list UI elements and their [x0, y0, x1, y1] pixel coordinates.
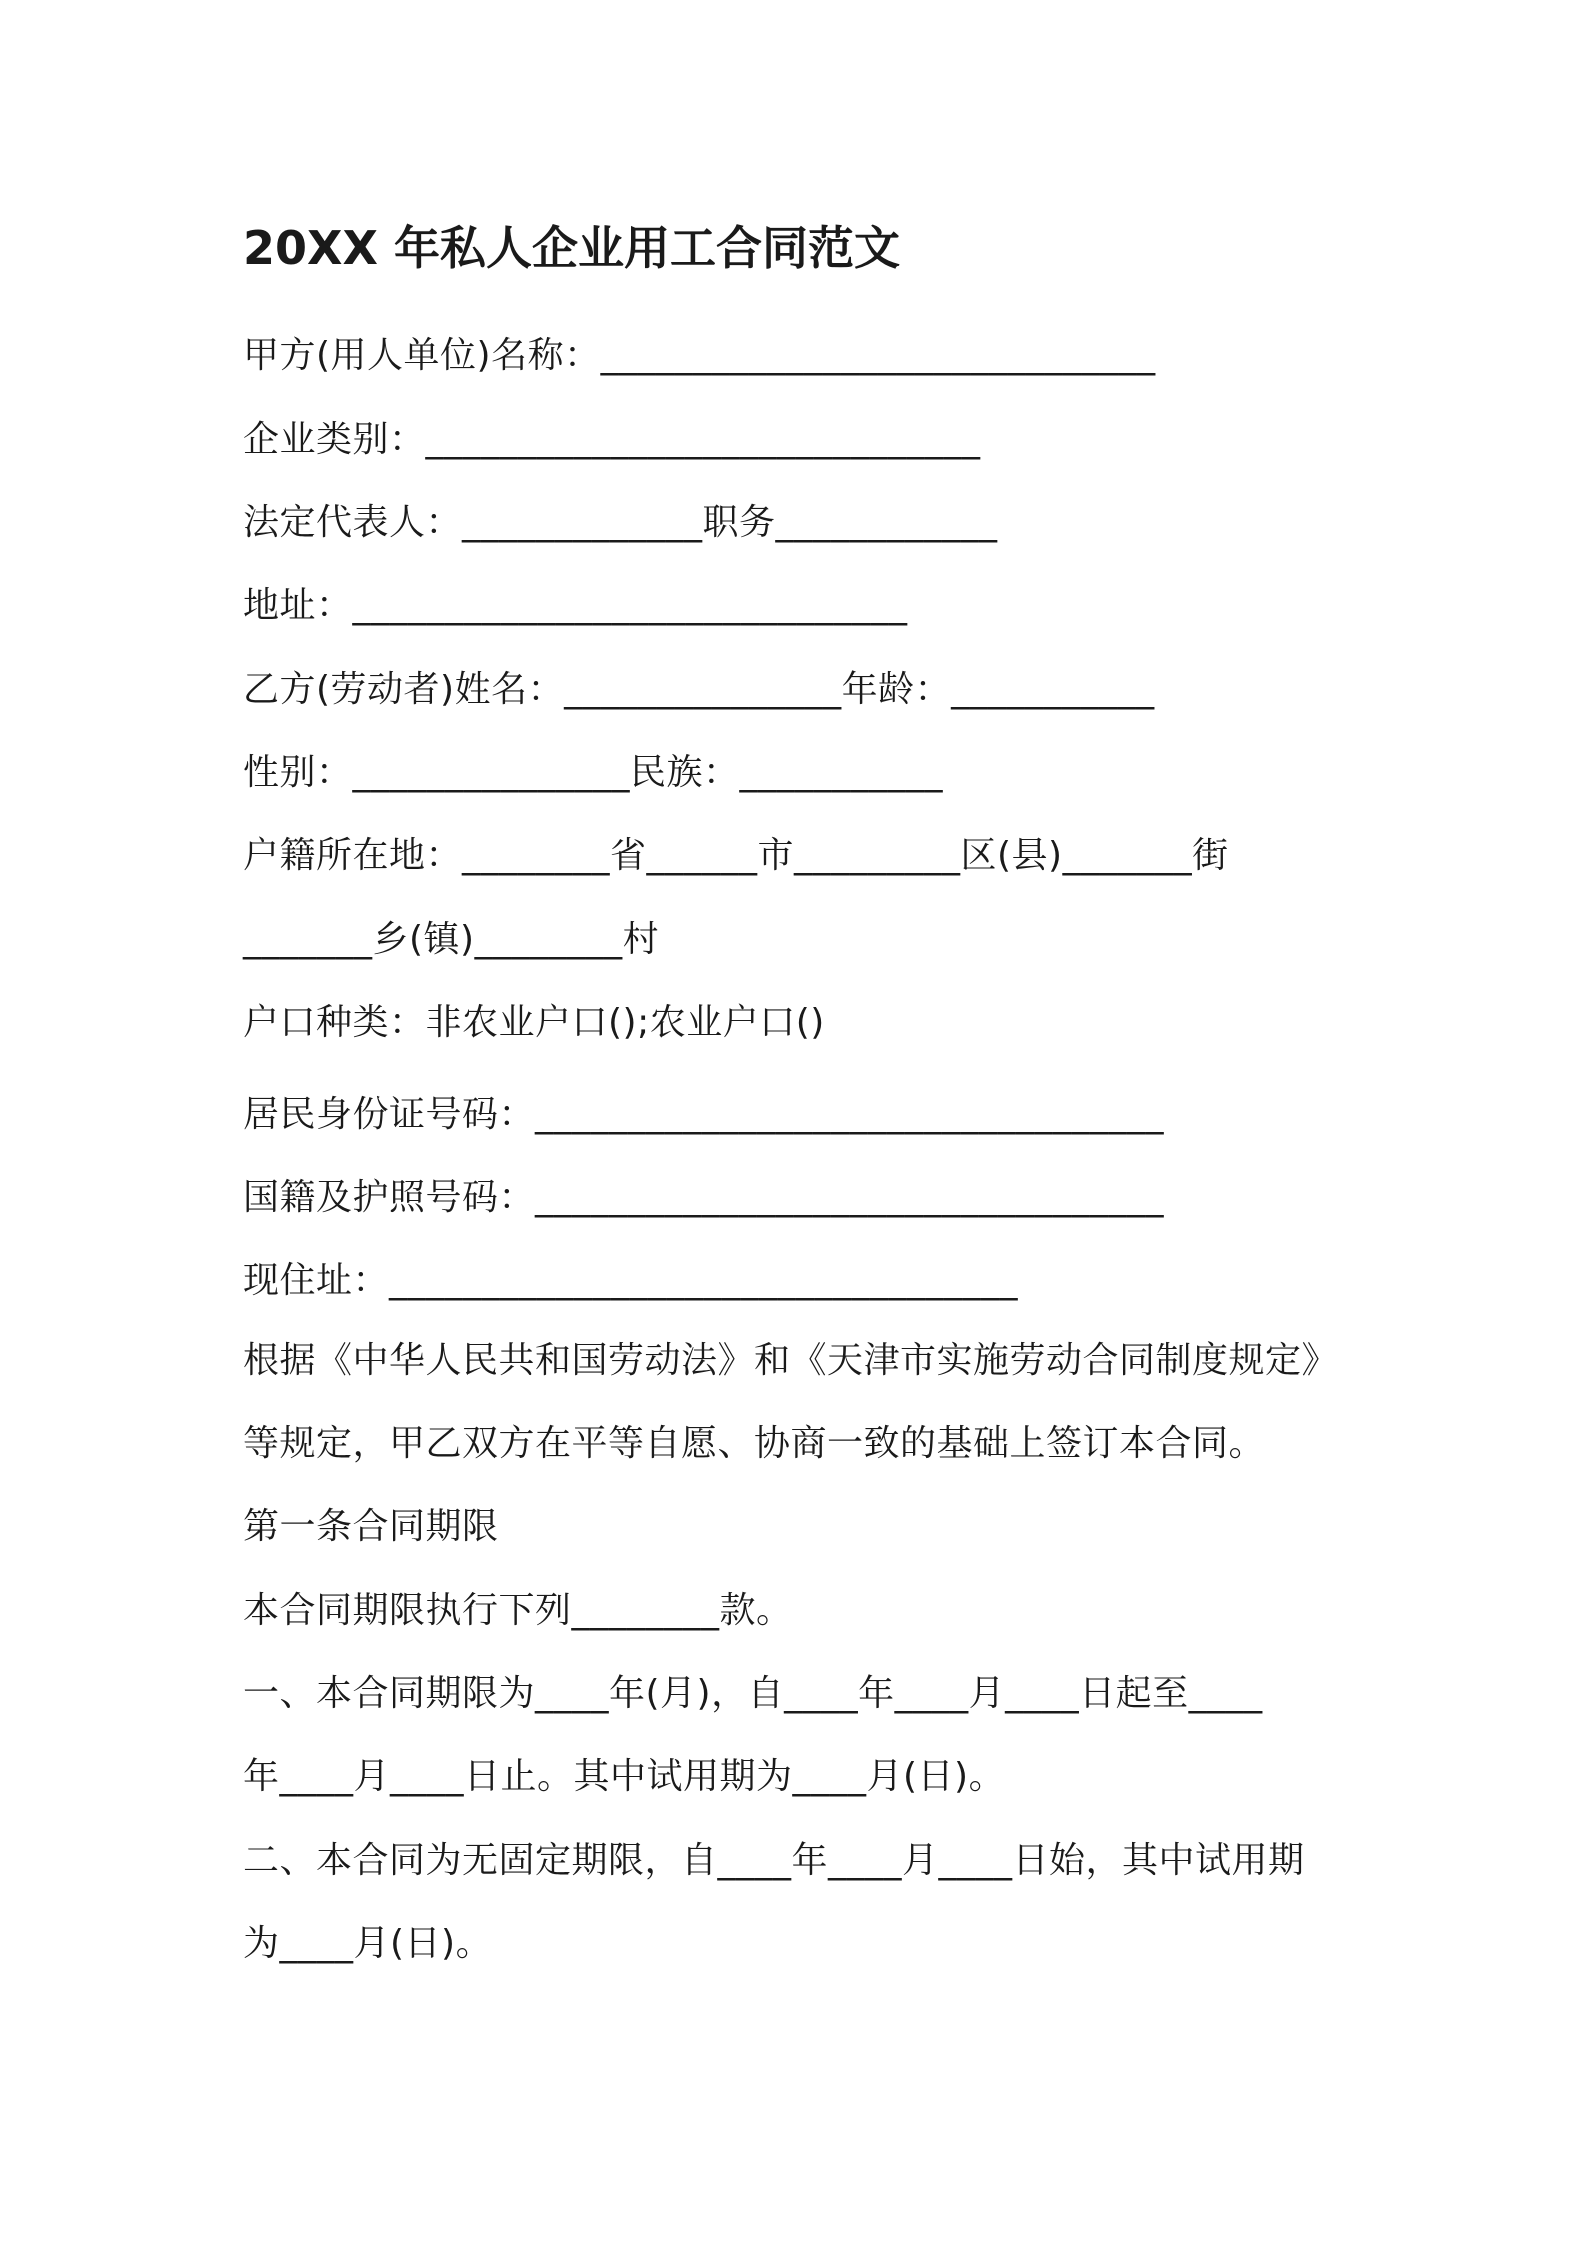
legal-representative-line: 法定代表人：_____________职务____________ [243, 502, 998, 543]
term-selection-line: 本合同期限执行下列________款。 [243, 1590, 793, 1631]
household-registration-line: 户籍所在地：________省______市_________区(县)_______街 [243, 835, 1229, 876]
current-address-line: 现住址：__________________________________ [243, 1260, 1019, 1301]
passport-number-line: 国籍及护照号码：__________________________________ [243, 1177, 1165, 1218]
household-type-line: 户口种类：非农业户口();农业户口() [243, 1002, 825, 1043]
enterprise-category-line: 企业类别：______________________________ [243, 419, 981, 460]
legal-basis-paragraph-cont: 等规定，甲乙双方在平等自愿、协商一致的基础上签订本合同。 [243, 1423, 1266, 1464]
fixed-term-clause-cont: 年____月____日止。其中试用期为____月(日)。 [243, 1756, 1006, 1797]
open-term-clause-cont: 为____月(日)。 [243, 1923, 493, 1964]
id-number-line: 居民身份证号码：__________________________________ [243, 1094, 1165, 1135]
household-registration-line-cont: _______乡(镇)________村 [243, 919, 660, 960]
employee-name-age-line: 乙方(劳动者)姓名：_______________年龄：___________ [243, 669, 1155, 710]
gender-ethnicity-line: 性别：_______________民族：___________ [243, 752, 944, 793]
employer-address-line: 地址：______________________________ [243, 585, 908, 626]
article-one-heading: 第一条合同期限 [243, 1506, 499, 1547]
open-term-clause: 二、本合同为无固定期限，自____年____月____日始，其中试用期 [243, 1840, 1305, 1881]
legal-basis-paragraph: 根据《中华人民共和国劳动法》和《天津市实施劳动合同制度规定》 [243, 1340, 1339, 1381]
document-title: 20XX 年私人企业用工合同范文 [243, 221, 900, 275]
employer-name-line: 甲方(用人单位)名称：______________________________ [243, 335, 1156, 376]
fixed-term-clause: 一、本合同期限为____年(月)，自____年____月____日起至____ [243, 1673, 1263, 1714]
